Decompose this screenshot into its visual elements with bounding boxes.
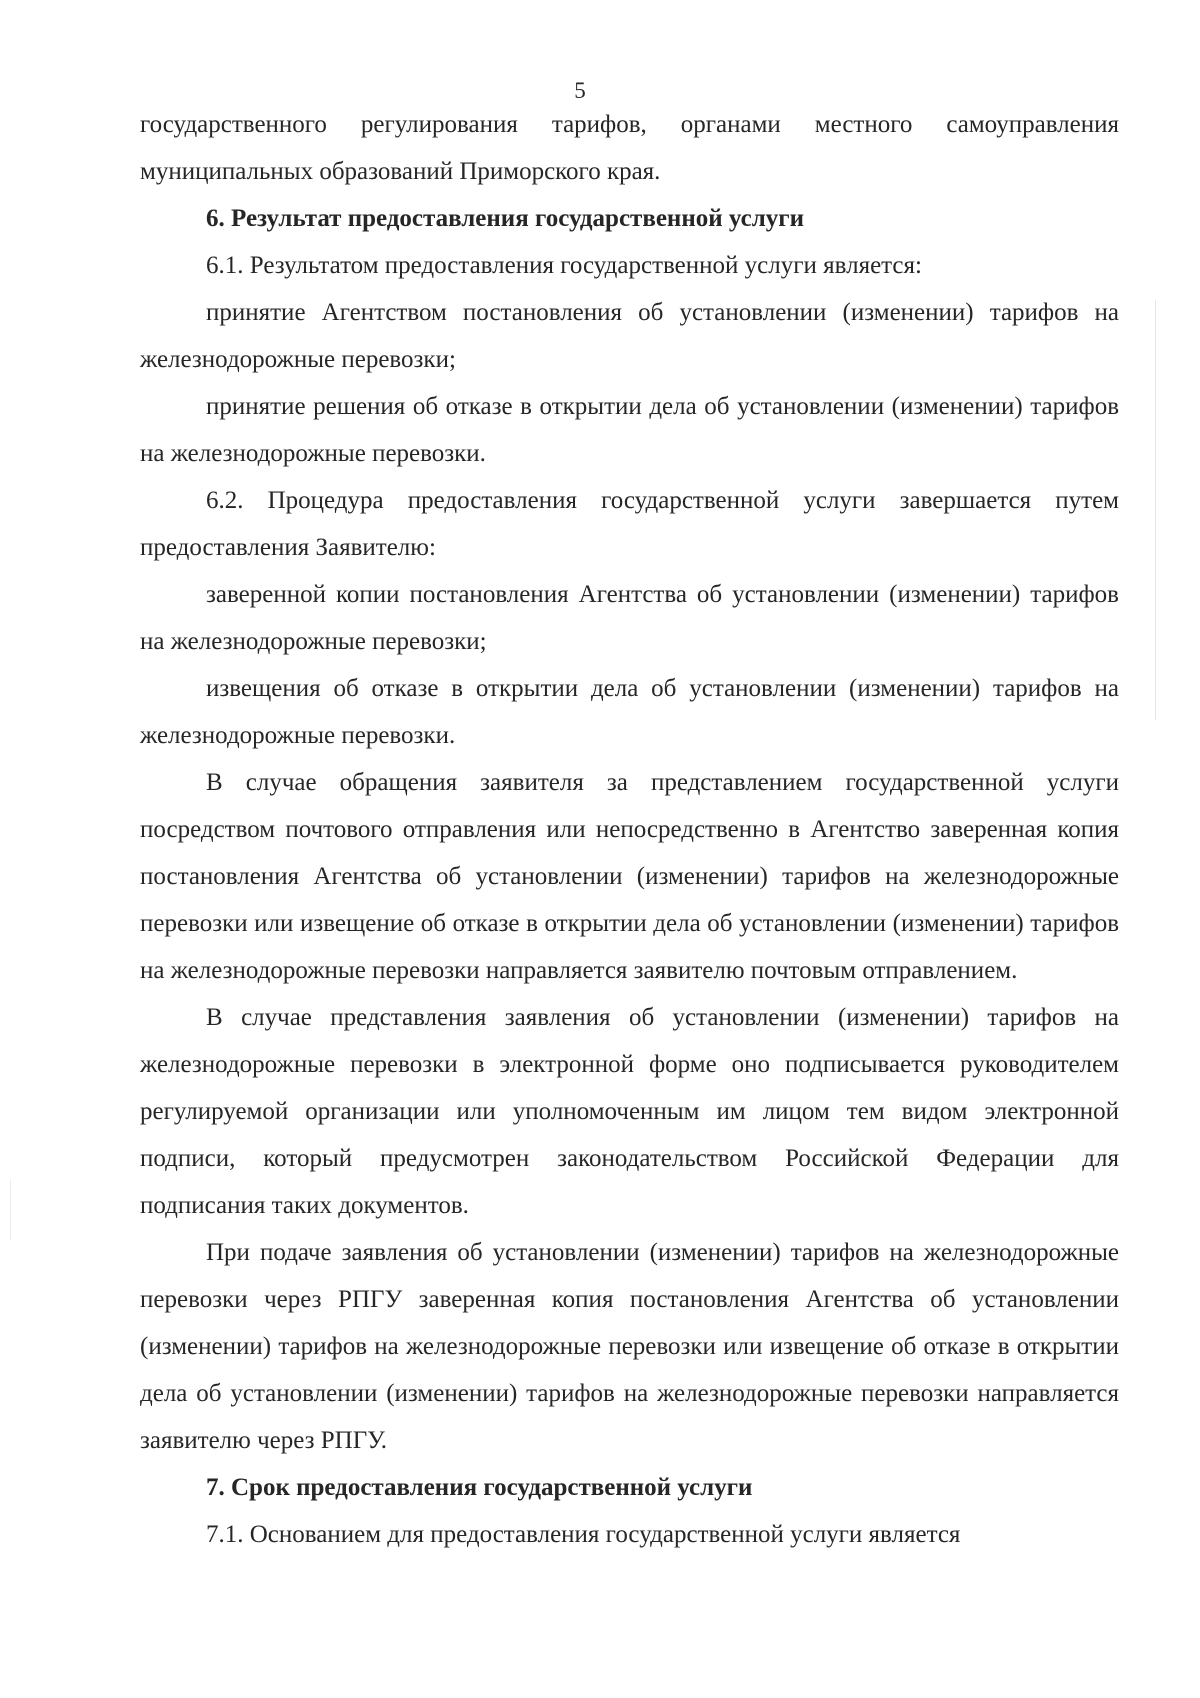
paragraph-6-1-item-1: принятие Агентством постановления об установлении (изменении) тарифов на железнодорожные перевозки; — [140, 299, 1119, 373]
paragraph-continuation: государственного регулирования тарифов, органами местного самоуправления муниципальных образований Приморского края. — [140, 111, 1119, 185]
paragraph-postal-delivery: В случае обращения заявителя за представлением государственной услуги посредством почтового отправления или непосредственно в Агентство заверенная копия постановления Агентства об установлении (изменении) тарифов на железнодорожные перевозки или извещение об отказе в открытии дела об установлении (изменении) тарифов на железнодорожные перевозки направляется заявителю почтовым отправлением. — [140, 769, 1119, 984]
paragraph-rpgu-submission: При подаче заявления об установлении (изменении) тарифов на железнодорожные перевозки через РПГУ заверенная копия постановления Агентства об установлении (изменении) тарифов на железнодорожные перевозки или извещение об отказе в открытии дела об установлении (изменении) тарифов на железнодорожные перевозки направляется заявителю через РПГУ. — [140, 1239, 1119, 1454]
paragraph-6-2-item-1: заверенной копии постановления Агентства об установлении (изменении) тарифов на железнодорожные перевозки; — [140, 581, 1119, 655]
paragraph-6-2: 6.2. Процедура предоставления государственной услуги завершается путем предоставления Заявителю: — [140, 487, 1119, 561]
section-heading-7: 7. Срок предоставления государственной услуги — [206, 1474, 753, 1501]
paragraph-6-1-item-2: принятие решения об отказе в открытии дела об установлении (изменении) тарифов на железнодорожные перевозки. — [140, 393, 1119, 467]
document-body — [140, 101, 1119, 1558]
paragraph-6-1: 6.1. Результатом предоставления государственной услуги является: — [206, 252, 922, 279]
paragraph-7-1: 7.1. Основанием для предоставления государственной услуги является — [206, 1521, 961, 1548]
scan-fold-line — [1155, 300, 1156, 720]
paragraph-electronic-submission: В случае представления заявления об установлении (изменении) тарифов на железнодорожные перевозки в электронной форме оно подписывается руководителем регулируемой организации или уполномоченным им лицом тем видом электронной подписи, который предусмотрен законодательством Российской Федерации для подписания таких документов. — [140, 1004, 1119, 1219]
section-heading-6: 6. Результат предоставления государственной услуги — [206, 205, 804, 232]
scan-edge-mark — [10, 1180, 11, 1240]
page-number: 5 — [574, 78, 586, 103]
paragraph-6-2-item-2: извещения об отказе в открытии дела об установлении (изменении) тарифов на железнодорожные перевозки. — [140, 675, 1119, 749]
